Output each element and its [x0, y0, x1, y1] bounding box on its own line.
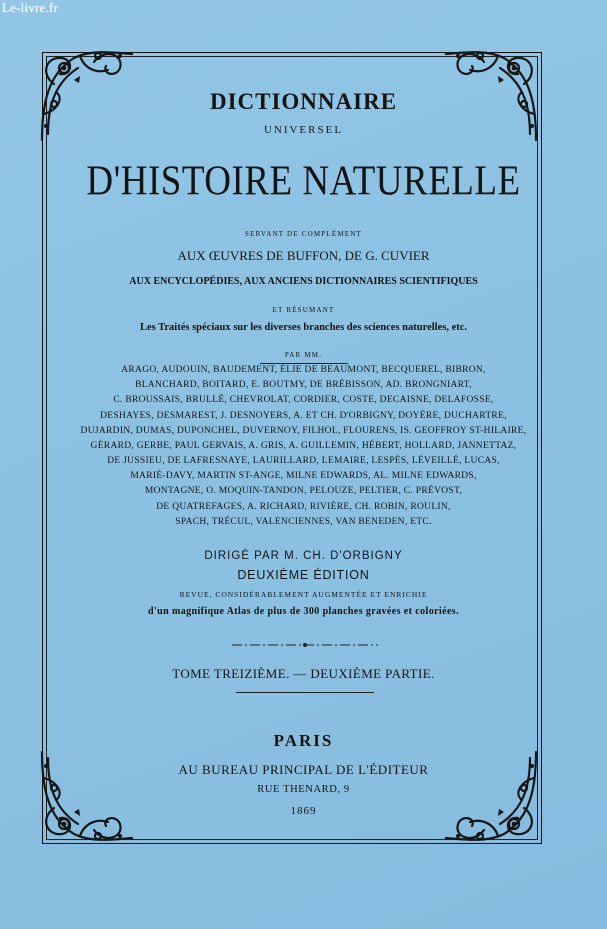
subtitle-traites: Les Traités spéciaux sur les diverses branches des sciences naturelles, etc. [139, 322, 468, 333]
author-line: DE JUSSIEU, DE LAFRESNAYE, LAURILLARD, LEMAIRE, LESPÈS, LÉVEILLÉ, LUCAS, [107, 456, 500, 466]
subtitle-resumant: ET RÉSUMANT [272, 306, 335, 314]
author-line: SPACH, TRÉCUL, VALENCIENNES, VAN BENEDEN, ETC. [175, 517, 432, 527]
author-line: ARAGO, AUDOUIN, BAUDEMENT, ÉLIE DE BEAUMONT, BECQUEREL, BIBRON, [121, 365, 486, 375]
imprint-publisher: AU BUREAU PRINCIPAL DE L'ÉDITEUR [178, 762, 429, 777]
edition-atlas: d'un magnifique Atlas de plus de 300 planches gravées et coloriées. [148, 606, 459, 617]
author-line: BLANCHARD, BOITARD, E. BOUTMY, DE BRÉBISSON, AD. BRONGNIART, [135, 380, 472, 390]
imprint-address: RUE THENARD, 9 [257, 784, 350, 795]
author-line: MONTAGNE, O. MOQUIN-TANDON, PELOUZE, PELTIER, C. PRÉVOST, [144, 486, 463, 496]
corner-ornament-icon [34, 744, 138, 848]
director-line: DIRIGÉ PAR M. CH. D'ORBIGNY [204, 550, 403, 562]
subtitle-oeuvres: AUX ŒUVRES DE BUFFON, DE G. CUVIER [177, 248, 430, 263]
author-line: MARIÉ-DAVY, MARTIN ST-ANGE, MILNE EDWARDS, AL. MILNE EDWARDS, [130, 471, 477, 481]
divider [260, 363, 348, 364]
title-dictionnaire: DICTIONNAIRE [209, 89, 398, 114]
author-line: DUJARDIN, DUMAS, DUPONCHEL, DUVERNOY, FILHOL, FLOURENS, IS. GEOFFROY ST-HILAIRE, [80, 426, 527, 436]
watermark: Le-livre.fr [2, 0, 58, 15]
edition-label: DEUXIÈME ÉDITION [237, 568, 370, 582]
imprint-year: 1869 [290, 805, 317, 817]
author-line: C. BROUSSAIS, BRULLÉ, CHEVROLAT, CORDIER, COSTE, DECAISNE, DELAFOSSE, [113, 395, 494, 405]
edition-revue: REVUE, CONSIDÉRABLEMENT AUGMENTÉE ET ENRICHIE [179, 590, 428, 599]
divider [236, 692, 374, 693]
corner-ornament-icon [440, 744, 544, 848]
title-histoire-naturelle: D'HISTOIRE NATURELLE [86, 157, 521, 206]
subtitle-encyclopedies: AUX ENCYCLOPÉDIES, AUX ANCIENS DICTIONNAIRES SCIENTIFIQUES [129, 276, 478, 287]
subtitle-servant: SERVANT DE COMPLÉMENT [245, 230, 362, 238]
imprint-city: PARIS [273, 731, 334, 750]
author-line: GÉRARD, GERBE, PAUL GERVAIS, A. GRIS, A. GUILLEMIN, HÉBERT, HOLLARD, JANNETTAZ, [90, 441, 517, 451]
author-line: DESHAYES, DESMAREST, J. DESNOYERS, A. ET CH. D'ORBIGNY, DOYÈRE, DUCHARTRE, [100, 411, 507, 421]
volume-line: TOME TREIZIÈME. — DEUXIÈME PARTIE. [172, 666, 435, 681]
dotted-rule-ornament-icon [232, 640, 378, 650]
author-line: DE QUATREFAGES, A. RICHARD, RIVIÈRE, CH. ROBIN, ROULIN, [156, 502, 451, 512]
title-universel: UNIVERSEL [263, 124, 344, 136]
authors-par: PAR MM. [284, 351, 323, 359]
